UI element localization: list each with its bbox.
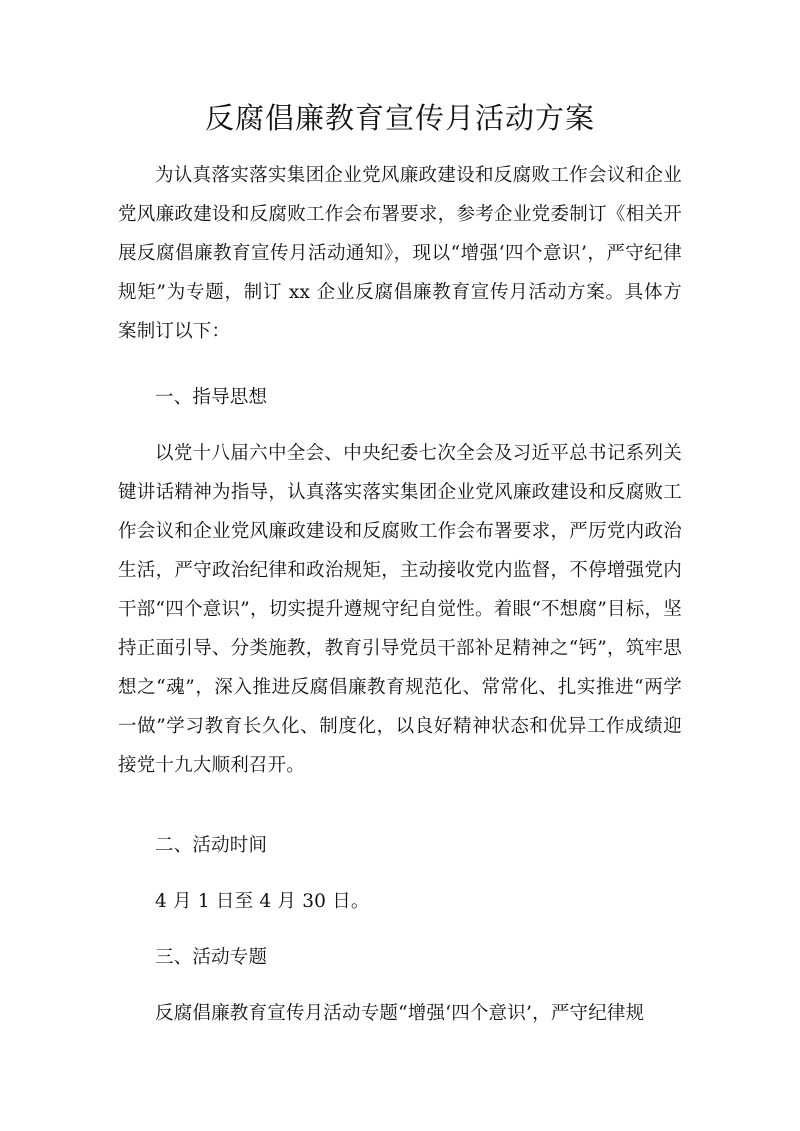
section-text-activity-time: 4 月 1 日至 4 月 30 日。	[155, 891, 370, 912]
section-heading-activity-theme: 三、活动专题	[155, 947, 268, 968]
section-heading-guiding-thought: 一、指导思想	[155, 387, 268, 408]
section-text-activity-theme: 反腐倡廉教育宣传月活动专题“增强‘四个意识’，严守纪律规	[155, 1003, 645, 1024]
section-heading-activity-time: 二、活动时间	[155, 835, 268, 856]
section-text-guiding-thought: 以党十八届六中全会、中央纪委七次全会及习近平总书记系列关键讲话精神为指导，认真落实落实集团企业党风廉政建设和反腐败工作会议和企业党风廉政建设和反腐败工作会布署要求，严厉党内政治生活，严守政治纪律和政治规矩，主动接收党内监督，不停增强党内干部“四个意识”，切实提升遵规守纪自觉性。着眼“不想腐”目标，坚持正面引导、分类施教，教育引导党员干部补足精神之“钙”，筑牢思想之“魂”，深入推进反腐倡廉教育规范化、常常化、扎实推进“两学一做”学习教育长久化、制度化，以良好精神状态和优异工作成绩迎接党十九大顺利召开。	[118, 443, 682, 776]
intro-paragraph: 为认真落实落实集团企业党风廉政建设和反腐败工作会议和企业党风廉政建设和反腐败工作会布署要求，参考企业党委制订《相关开展反腐倡廉教育宣传月活动通知》，现以“增强‘四个意识’，严守纪律规矩”为专题，制订 xx 企业反腐倡廉教育宣传月活动方案。具体方案制订以下：	[118, 165, 682, 342]
document-title: 反腐倡廉教育宣传月活动方案	[204, 101, 595, 135]
